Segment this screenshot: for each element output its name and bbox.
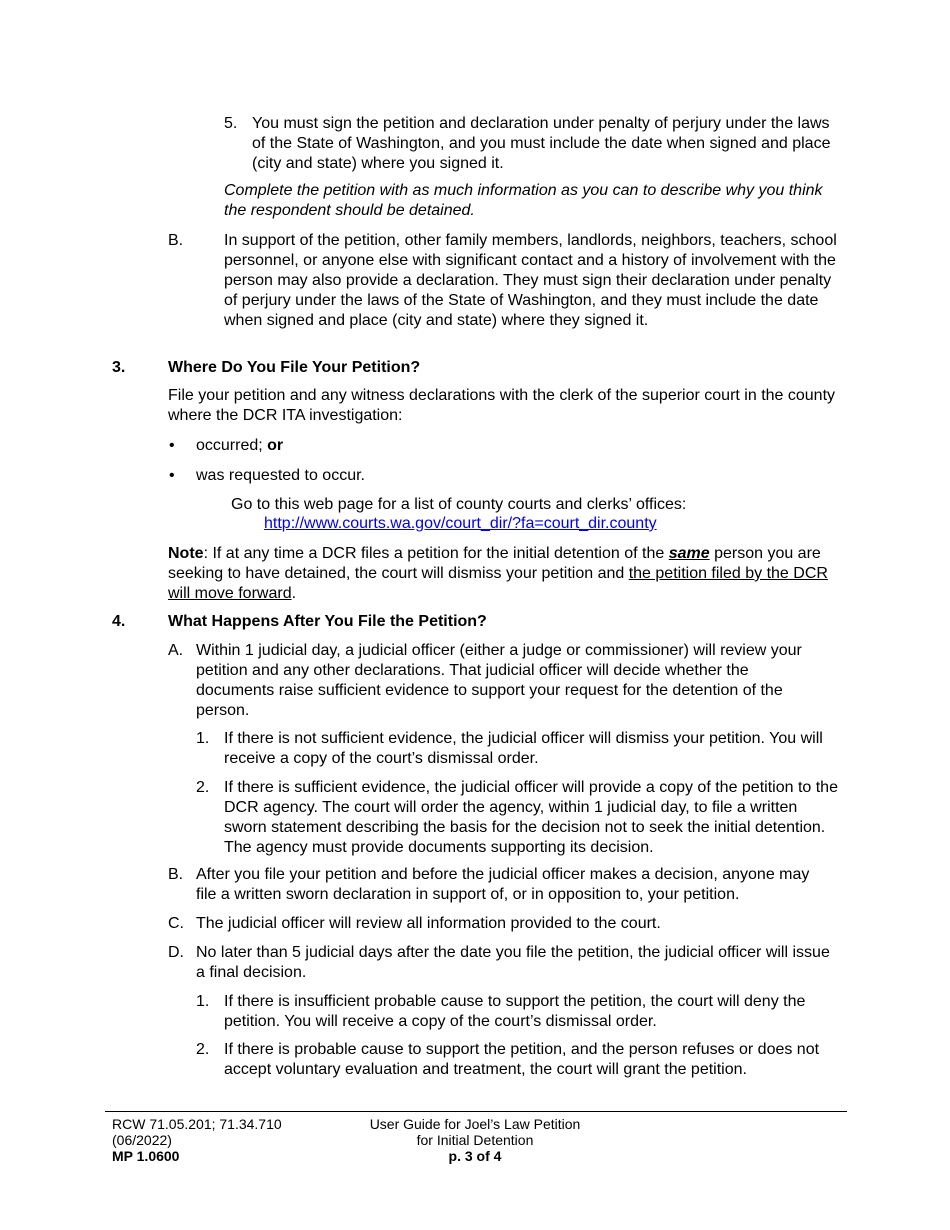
goto-text: Go to this web page for a list of county courts and clerks’ offices: — [231, 496, 687, 513]
section-number: 3. — [112, 359, 126, 376]
bullet-item: occurred; or — [196, 437, 284, 454]
list-number: 1. — [196, 730, 210, 747]
section-intro: File your petition and any witness declarations with the clerk of the superior court in the county where the DCR ITA investigation: — [168, 387, 836, 424]
list-item-text: No later than 5 judicial days after the date you file the petition, the judicial officer will issue a final decision. — [196, 944, 830, 981]
list-item-text: In support of the petition, other family members, landlords, neighbors, teachers, school personnel, or anyone else with significant contact and a history of involvement with the person may also provide a declaration. They must sign their declaration under penalty of perjury under the laws of the State of Washington, and they must include the date when signed and place (city and state) where they signed it. — [224, 232, 837, 329]
footer-left — [112, 1116, 282, 1164]
note-paragraph: Note: If at any time a DCR files a petition for the initial detention of the same person you are seeking to have detained, the court will dismiss your petition and the petition filed by the DCR will move forward. — [168, 545, 828, 602]
list-item-text: If there is insufficient probable cause to support the petition, the court will deny the petition. You will receive a copy of the court’s dismissal order. — [224, 993, 806, 1030]
footer-subtitle: for Initial Detention — [416, 1132, 534, 1148]
footer-divider — [105, 1111, 847, 1112]
footer-rcw: RCW 71.05.201; 71.34.710 — [112, 1116, 282, 1132]
list-number: 2. — [196, 1041, 210, 1058]
list-item-text: If there is not sufficient evidence, the judicial officer will dismiss your petition. You will receive a copy of the court’s dismissal order. — [224, 730, 823, 767]
list-item-text: Within 1 judicial day, a judicial officer (either a judge or commissioner) will review your petition and any other declarations. That judicial officer will decide whether the documents raise sufficient evidence to support your request for the detention of the person. — [196, 642, 802, 719]
list-item-text: If there is probable cause to support the petition, and the person refuses or does not accept voluntary evaluation and treatment, the court will grant the petition. — [224, 1041, 820, 1078]
footer-date: (06/2022) — [112, 1132, 172, 1148]
instruction-note: Complete the petition with as much information as you can to describe why you think the respondent should be detained. — [224, 182, 823, 219]
list-label: B. — [168, 232, 184, 249]
footer-center — [340, 1116, 610, 1164]
list-number: 5. — [224, 115, 238, 132]
section-heading: Where Do You File Your Petition? — [168, 359, 421, 376]
list-label: B. — [168, 866, 184, 883]
bullet-marker: • — [169, 437, 175, 454]
list-item-text: If there is sufficient evidence, the judicial officer will provide a copy of the petition to the DCR agency. The court will order the agency, within 1 judicial day, to file a written sworn statement describing the basis for the decision not to seek the initial detention. The agency must provide documents supporting its decision. — [224, 779, 838, 856]
bullet-marker: • — [169, 467, 175, 484]
footer-form-number: MP 1.0600 — [112, 1148, 180, 1164]
bullet-item: was requested to occur. — [196, 467, 365, 484]
county-courts-link[interactable]: http://www.courts.wa.gov/court_dir/?fa=court_dir.county — [264, 515, 657, 532]
list-label: D. — [168, 944, 184, 961]
list-label: A. — [168, 642, 184, 659]
section-number: 4. — [112, 613, 126, 630]
list-label: C. — [168, 915, 184, 932]
list-number: 2. — [196, 779, 210, 796]
list-item-text: After you file your petition and before the judicial officer makes a decision, anyone may file a written sworn declaration in support of, or in opposition to, your petition. — [196, 866, 810, 903]
list-item-text: You must sign the petition and declaration under penalty of perjury under the laws of the State of Washington, and you must include the date when signed and place (city and state) where you signed it. — [252, 115, 831, 172]
footer-title: User Guide for Joel’s Law Petition — [369, 1116, 581, 1132]
footer-page-number: p. 3 of 4 — [448, 1148, 502, 1164]
list-number: 1. — [196, 993, 210, 1010]
section-heading: What Happens After You File the Petition? — [168, 613, 487, 630]
list-item-text: The judicial officer will review all information provided to the court. — [196, 915, 661, 932]
